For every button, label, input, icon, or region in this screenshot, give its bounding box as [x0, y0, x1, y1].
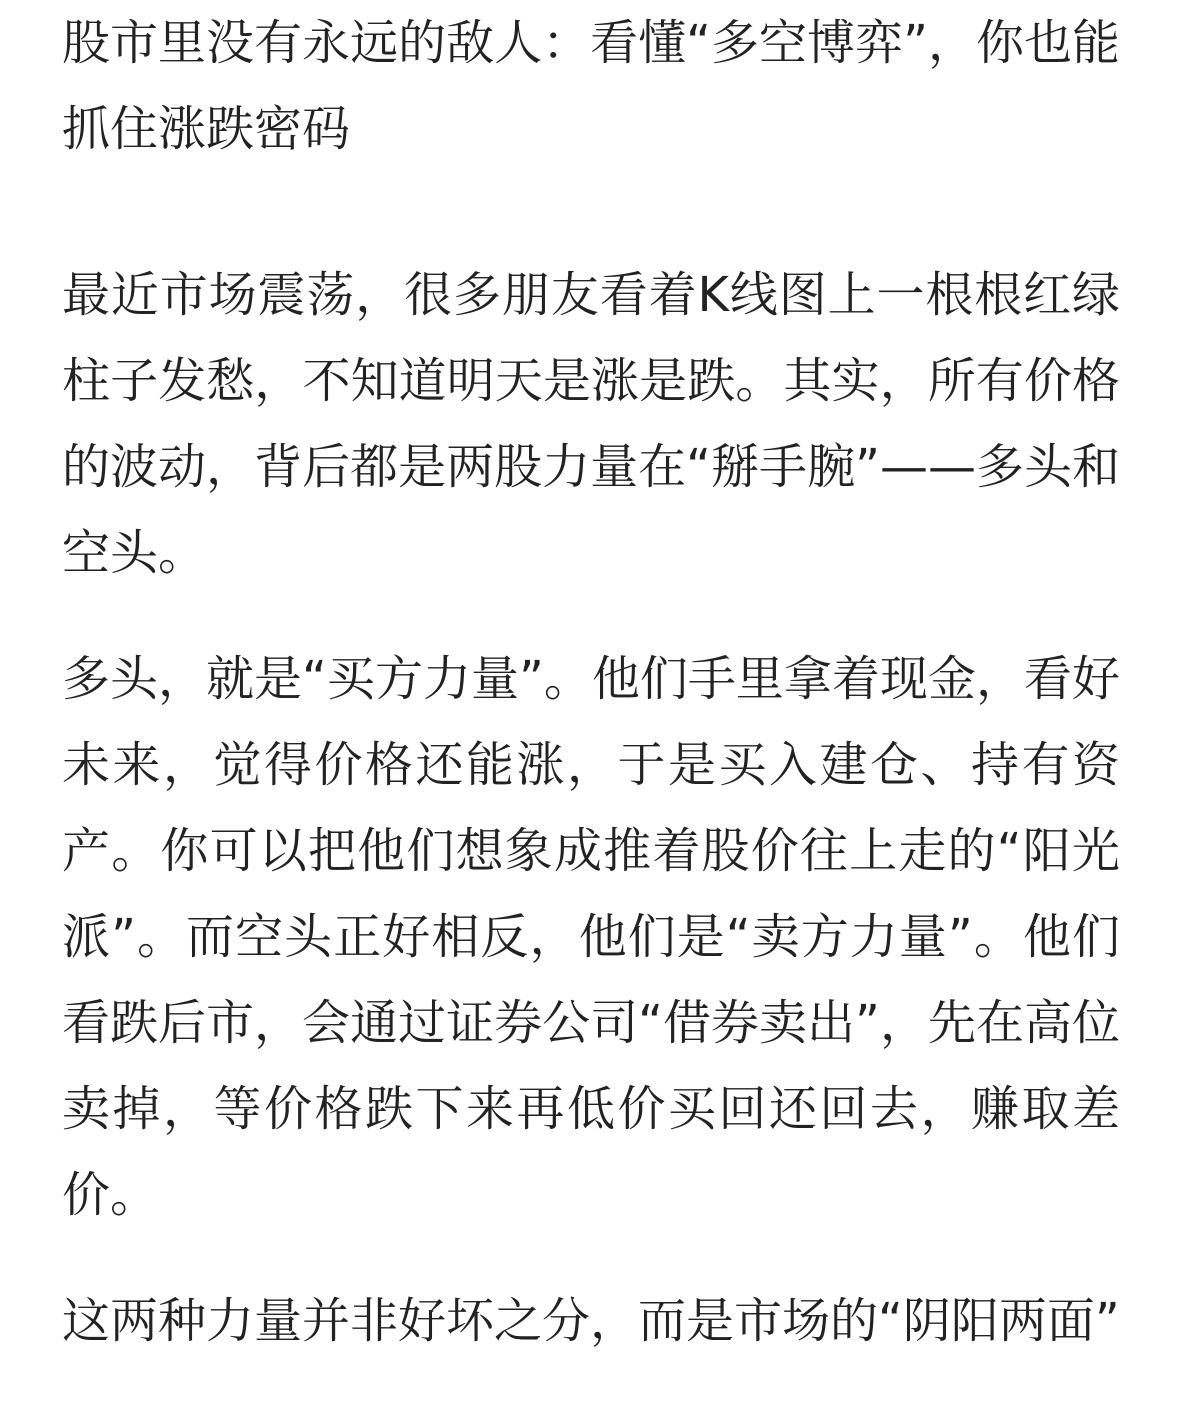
article-body: [62, 0, 1120, 1364]
paragraph: 多头，就是“买方力量”。他们手里拿着现金，看好未来，觉得价格还能涨，于是买入建仓、持有资产。你可以把他们想象成推着股价往上走的“阳光派”。而空头正好相反，他们是“卖方力量”。他们看跌后市，会通过证券公司“借券卖出”，先在高位卖掉，等价格跌下来再低价买回还回去，赚取差价。: [62, 651, 1120, 1223]
article-title: 股市里没有永远的敌人：看懂“多空博弈”，你也能抓住涨跌密码: [62, 15, 1120, 157]
paragraph: 这两种力量并非好坏之分，而是市场的“阴阳两面”: [62, 1293, 1120, 1349]
paragraph: 最近市场震荡，很多朋友看着K线图上一根根红绿柱子发愁，不知道明天是涨是跌。其实，所有价格的波动，背后都是两股力量在“掰手腕”——多头和空头。: [62, 267, 1120, 581]
